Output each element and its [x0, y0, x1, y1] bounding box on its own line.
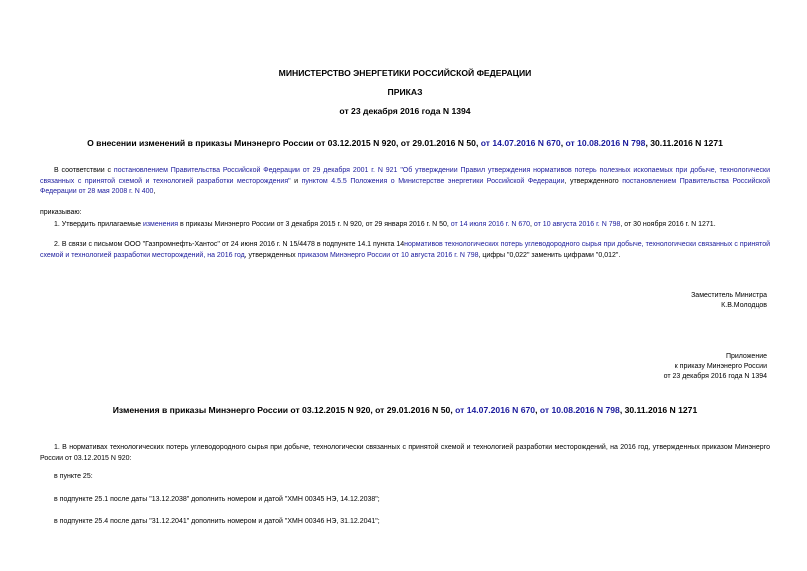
item-1-paragraph — [40, 220, 770, 231]
changes-title — [40, 405, 770, 415]
item2-text-3: , цифры "0,022" заменить цифрами "0,012". — [478, 251, 621, 259]
changes-title-suffix: , 30.11.2016 N 1271 — [619, 405, 698, 415]
change-1-paragraph: 1. В нормативах технологических потерь углеводородного сырья при добыче, технологически связанных с принятой схемой и технологией разработки месторождений, на 2016 год, утвержденных приказом Минэнерго России от 03.12.2015 N 920: — [40, 444, 770, 462]
decree-400-link[interactable]: постановлением Правительства Российской Федерации от 28 мая 2008 г. N 400 — [40, 177, 770, 195]
norms-2016-link[interactable]: нормативов технологических потерь углеводородного сырья при добыче, технологически связанных с принятой схемой и технологией разработки месторождений, на 2016 год — [40, 241, 770, 259]
preamble-text-1: В соответствии с — [54, 167, 114, 174]
item2-text-1: 2. В связи с письмом ООО "Газпромнефть-Хантос" от 24 июня 2016 г. N 15/4478 в подпункте 14.1 пункта 14 — [54, 241, 405, 248]
item1-text-4: , от 30 ноября 2016 г. N 1271. — [620, 221, 716, 228]
item-2-paragraph — [40, 240, 770, 261]
changes-title-separator: , — [535, 405, 540, 415]
point-25-intro: в пункте 25: — [54, 473, 93, 480]
ministry-heading: МИНИСТЕРСТВО ЭНЕРГЕТИКИ РОССИЙСКОЙ ФЕДЕРАЦИИ — [278, 68, 532, 78]
order-798-link[interactable]: от 10 августа 2016 г. N 798 — [533, 221, 621, 228]
appendix-label: Приложение — [725, 353, 767, 360]
preamble-text-2: и — [290, 177, 302, 185]
preamble-paragraph — [40, 166, 770, 198]
changes-link[interactable]: изменения — [142, 221, 179, 228]
preamble-text-3: , утвержденного — [564, 177, 623, 185]
title-separator: , — [560, 138, 566, 148]
title-link-670[interactable]: от 14.07.2016 N 670 — [480, 138, 561, 148]
order-670-link[interactable]: от 14 июля 2016 г. N 670 — [450, 221, 531, 228]
changes-title-link-670[interactable]: от 14.07.2016 N 670 — [455, 405, 536, 415]
clause-4-5-5-link[interactable]: пунктом 4.5.5 Положения о Министерстве энергетики Российской Федерации — [301, 177, 565, 185]
order-798-aug-link[interactable]: приказом Минэнерго России от 10 августа 2016 г. N 798 — [297, 251, 479, 259]
appendix-block — [664, 352, 767, 382]
order-title — [40, 138, 770, 148]
order-date-number: от 23 декабря 2016 года N 1394 — [339, 106, 471, 116]
changes-title-text: Изменения в приказы Минэнерго России от 03.12.2015 N 920, от 29.01.2016 N 50, — [112, 405, 456, 415]
doc-type-heading: ПРИКАЗ — [387, 87, 423, 97]
item1-text-3: , — [530, 221, 534, 228]
appendix-order-ref: к приказу Минэнерго России — [674, 363, 767, 370]
title-link-798[interactable]: от 10.08.2016 N 798 — [565, 138, 646, 148]
order-word: приказываю: — [40, 209, 82, 216]
appendix-date-number: от 23 декабря 2016 года N 1394 — [663, 373, 767, 380]
signature-block — [691, 291, 767, 311]
preamble-text-4: , — [153, 188, 156, 195]
item2-text-2: , утвержденных — [244, 251, 298, 259]
item1-text-1: 1. Утвердить прилагаемые — [54, 221, 143, 228]
title-text: О внесении изменений в приказы Минэнерго России от 03.12.2015 N 920, от 29.01.2016 N 50, — [87, 138, 481, 148]
decree-921-link[interactable]: постановлением Правительства Российской Федерации от 29 декабря 2001 г. N 921 "Об утверждении Правил утверждения нормативов потерь полезных ископаемых при добыче, технологически связанных с принятой схемой и технологией разработки месторождения" — [40, 167, 771, 185]
changes-title-link-798[interactable]: от 10.08.2016 N 798 — [539, 405, 620, 415]
subpoint-25-4: в подпункте 25.4 после даты "31.12.2041" дополнить номером и датой "ХМН 00346 НЭ, 31.12.2041"; — [54, 518, 380, 525]
item1-text-2: в приказы Минэнерго России от 3 декабря 2015 г. N 920, от 29 января 2016 г. N 50, — [178, 221, 451, 228]
title-suffix: , 30.11.2016 N 1271 — [645, 138, 723, 148]
subpoint-25-1: в подпункте 25.1 после даты "13.12.2038" дополнить номером и датой "ХМН 00345 НЭ, 14.12.2038"; — [54, 496, 380, 503]
signatory-position: Заместитель Министра — [691, 292, 767, 299]
signatory-name: К.В.Молодцов — [721, 302, 767, 309]
